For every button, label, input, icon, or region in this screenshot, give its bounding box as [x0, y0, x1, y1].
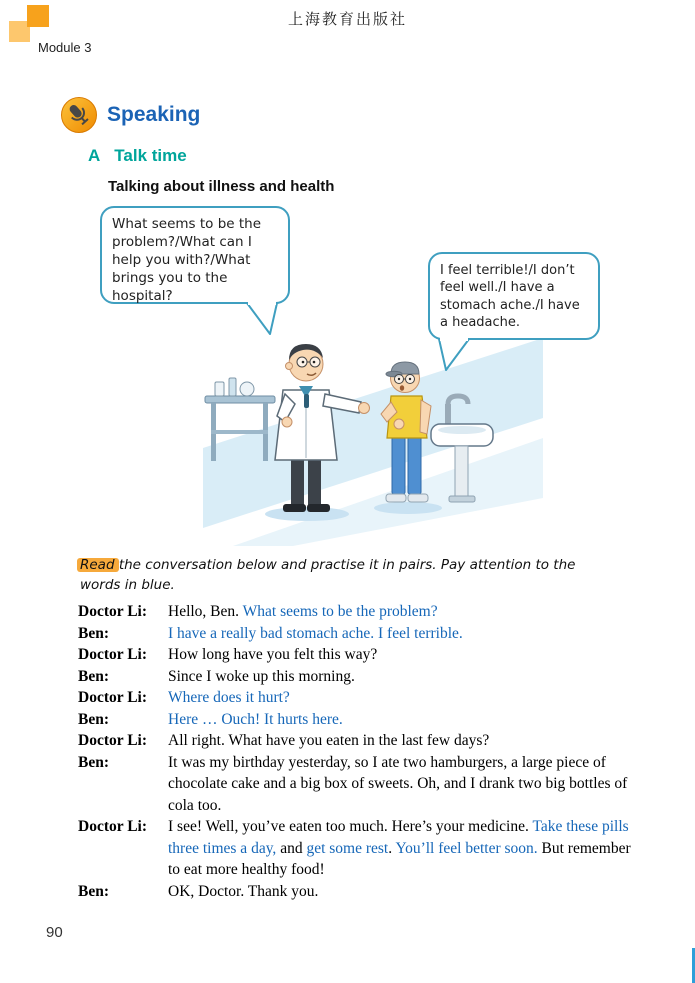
doctor-bubble-text: What seems to be the problem?/What can I help you with?/What brings you to the hospital? [112, 216, 262, 304]
module-label: Module 3 [38, 40, 92, 55]
speech-segment: I see! Well, you’ve eaten too much. Here’s your medicine. [168, 818, 533, 835]
conversation-line [78, 601, 645, 623]
speech-segment-blue: get some rest [306, 839, 389, 857]
doctor-speech-bubble [100, 206, 290, 304]
conversation-line [78, 881, 645, 903]
speaker-name: Doctor Li: [78, 603, 148, 620]
speaker-name: Ben: [78, 753, 109, 771]
conversation-line [78, 709, 645, 731]
conversation-line [78, 623, 645, 645]
speech-segment-blue: You’ll feel better soon. [395, 839, 538, 857]
speech-segment: It was my birthday yesterday, so I ate two hamburgers, a large piece of chocolate cake and a big box of sweets. Oh, and I drank two big bottles of cola too. [168, 753, 628, 814]
speech-text [168, 644, 645, 666]
speaker-name: Ben: [78, 667, 109, 685]
section-title: Speaking [107, 103, 201, 126]
speech-segment-blue: Where does it hurt? [168, 689, 290, 706]
speech-segment: All right. What have you eaten in the last few days? [168, 732, 490, 749]
speaking-section-header [60, 96, 200, 134]
speech-text [168, 709, 645, 731]
subsection-header [88, 146, 187, 166]
instruction-text: Read the conversation below and practise it in pairs. Pay attention to the words in blue. [80, 557, 576, 593]
speech-text [168, 687, 645, 709]
patient-bubble-text: I feel terrible!/I don’t feel well./I have a stomach ache./I have a headache. [440, 263, 580, 330]
speech-segment: But remember to eat more healthy food! [168, 839, 631, 878]
speech-text [168, 601, 645, 623]
instruction [80, 556, 607, 595]
speech-segment-blue: I have a really bad stomach ache. I feel terrible. [168, 624, 463, 642]
speaker-name: Doctor Li: [78, 818, 148, 835]
page-number: 90 [46, 924, 63, 941]
topic-heading: Talking about illness and health [108, 178, 335, 195]
speech-segment-blue: What seems to be the problem? [242, 603, 438, 620]
speech-segment: Hello, Ben. [168, 603, 243, 620]
conversation-line [78, 666, 645, 688]
speech-text [168, 816, 645, 881]
speaker-name: Doctor Li: [78, 646, 148, 663]
patient-bubble-tail [436, 337, 472, 373]
doctor-bubble-tail [244, 301, 280, 337]
patient-speech-bubble [428, 252, 600, 340]
speech-segment: . [388, 839, 396, 857]
speaker-name: Ben: [78, 624, 109, 642]
conversation-line [78, 730, 645, 752]
conversation-line [78, 816, 645, 881]
conversation-line [78, 644, 645, 666]
speech-segment-blue: Here … Ouch! It hurts here. [168, 710, 343, 728]
corner-decoration-dark [27, 5, 49, 27]
speech-text [168, 666, 645, 688]
speaker-name: Ben: [78, 882, 109, 900]
speech-text [168, 752, 645, 817]
subsection-title: Talk time [114, 146, 187, 165]
speaker-name: Doctor Li: [78, 689, 148, 706]
publisher-header: 上海教育出版社 [287, 10, 407, 28]
speech-text [168, 623, 645, 645]
conversation-line [78, 752, 645, 817]
speaker-name: Ben: [78, 710, 109, 728]
speech-segment: How long have you felt this way? [168, 646, 378, 663]
speech-segment: OK, Doctor. Thank you. [168, 882, 319, 900]
microphone-icon [60, 96, 98, 134]
subsection-letter: A [88, 146, 101, 165]
speech-segment: Since I woke up this morning. [168, 667, 355, 685]
speaker-name: Doctor Li: [78, 732, 148, 749]
speech-text [168, 730, 645, 752]
speech-segment-blue: Take these pills three times a day, [168, 818, 629, 857]
conversation-line [78, 687, 645, 709]
speech-text [168, 881, 645, 903]
conversation [78, 601, 645, 902]
speech-segment: and [276, 839, 307, 857]
